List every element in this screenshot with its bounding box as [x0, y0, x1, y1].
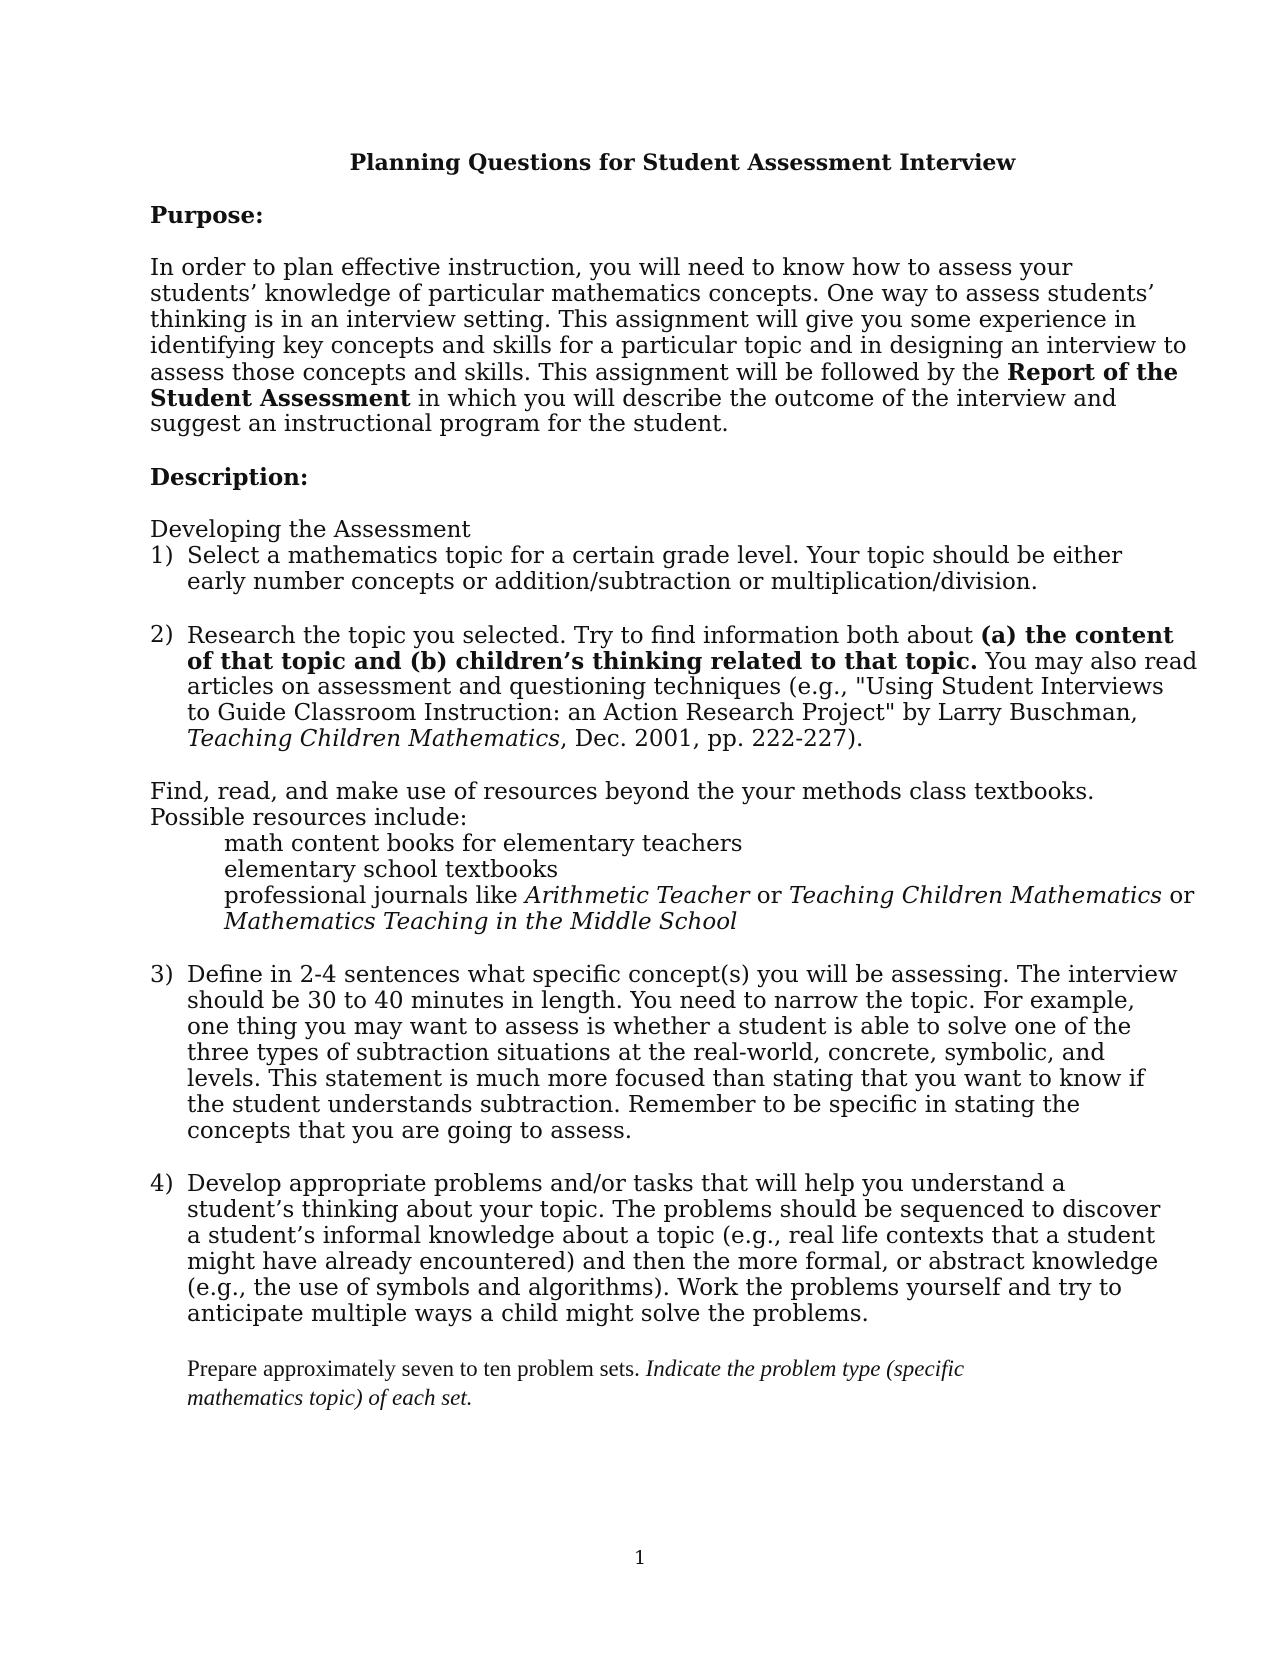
item-line: a student’s informal knowledge about a topic (e.g., real life contexts that a student	[187, 1223, 1156, 1249]
item-line: Develop appropriate problems and/or tasks that will help you understand a	[187, 1171, 1066, 1197]
item-line: levels. This statement is much more focused than stating that you want to know if	[187, 1066, 1145, 1092]
item-line: articles on assessment and questioning techniques (e.g., "Using Student Interviews	[187, 674, 1164, 700]
item-number: 3)	[150, 962, 174, 988]
item-line: early number concepts or addition/subtraction or multiplication/division.	[187, 569, 1038, 595]
developing-subheading: Developing the Assessment	[150, 517, 471, 543]
journal-title-italic: Mathematics Teaching in the Middle School	[224, 909, 738, 935]
item-bold-text: of that topic and (b) children’s thinking related to that topic.	[187, 648, 978, 675]
page-number: 1	[633, 1547, 647, 1569]
resource-text: professional journals like	[224, 883, 526, 909]
purpose-text: assess those concepts and skills. This assignment will be followed by the	[150, 360, 1007, 386]
resource-item: math content books for elementary teachers	[224, 831, 743, 857]
item-text: Research the topic you selected. Try to find information both about	[187, 623, 981, 649]
item-line: should be 30 to 40 minutes in length. You need to narrow the topic. For example,	[187, 988, 1135, 1014]
item-line: three types of subtraction situations at the real-world, concrete, symbolic, and	[187, 1040, 1106, 1066]
page-title: Planning Questions for Student Assessment Interview	[349, 150, 1016, 176]
item-line: anticipate multiple ways a child might solve the problems.	[187, 1301, 869, 1327]
item-line: student’s thinking about your topic. The problems should be sequenced to discover	[187, 1197, 1161, 1223]
item-line	[187, 648, 1197, 676]
purpose-line	[150, 359, 1178, 387]
journal-title-italic: Arithmetic Teacher	[525, 883, 750, 909]
prepare-italic-text: mathematics topic) of each set.	[187, 1385, 473, 1410]
description-heading: Description:	[150, 464, 309, 491]
journal-title-italic: Teaching Children Mathematics	[788, 883, 1163, 909]
purpose-line	[150, 385, 1117, 413]
item-line: might have already encountered) and then the more formal, or abstract knowledge	[187, 1249, 1159, 1275]
resource-text: or	[749, 883, 789, 909]
item-line: Define in 2-4 sentences what specific concept(s) you will be assessing. The interview	[187, 962, 1178, 988]
item-line: Select a mathematics topic for a certain grade level. Your topic should be either	[187, 543, 1123, 569]
purpose-text: in which you will describe the outcome of the interview and	[410, 386, 1117, 412]
purpose-line: identifying key concepts and skills for a particular topic and in designing an interview to	[150, 333, 1187, 359]
resources-line: Find, read, and make use of resources beyond the your methods class textbooks.	[150, 779, 1095, 805]
purpose-line: thinking is in an interview setting. This assignment will give you some experience in	[150, 307, 1137, 333]
item-line: one thing you may want to assess is whether a student is able to solve one of the	[187, 1014, 1132, 1040]
item-line: the student understands subtraction. Remember to be specific in stating the	[187, 1092, 1081, 1118]
prepare-italic-text: Indicate the problem type (specific	[645, 1356, 965, 1381]
item-text: You may also read	[977, 649, 1198, 675]
resource-item	[224, 883, 1194, 910]
resource-text: or	[1162, 883, 1195, 909]
prepare-line	[187, 1355, 964, 1382]
item-line: concepts that you are going to assess.	[187, 1118, 633, 1144]
item-number: 1)	[150, 543, 174, 569]
item-line	[187, 726, 863, 753]
prepare-text: Prepare approximately seven to ten problem sets.	[187, 1356, 646, 1381]
resource-item: elementary school textbooks	[224, 857, 559, 883]
purpose-line: In order to plan effective instruction, you will need to know how to assess your	[150, 255, 1073, 281]
journal-title-italic: Teaching Children Mathematics	[187, 726, 561, 752]
resources-line: Possible resources include:	[150, 805, 468, 831]
purpose-heading: Purpose:	[150, 202, 264, 229]
prepare-line	[187, 1384, 473, 1411]
purpose-line: suggest an instructional program for the student.	[150, 411, 729, 437]
item-line: to Guide Classroom Instruction: an Action Research Project" by Larry Buschman,	[187, 700, 1138, 726]
report-title-bold: Student Assessment	[150, 385, 411, 412]
item-text: , Dec. 2001, pp. 222-227).	[560, 726, 864, 752]
item-number: 2)	[150, 622, 174, 648]
item-line: (e.g., the use of symbols and algorithms). Work the problems yourself and try to	[187, 1275, 1122, 1301]
item-bold-text: (a) the content	[980, 622, 1174, 649]
report-title-bold: Report of the	[1006, 359, 1179, 386]
resource-item	[224, 909, 737, 936]
purpose-line: students’ knowledge of particular mathematics concepts. One way to assess students’	[150, 281, 1155, 307]
item-line	[187, 622, 1174, 650]
item-number: 4)	[150, 1171, 174, 1197]
